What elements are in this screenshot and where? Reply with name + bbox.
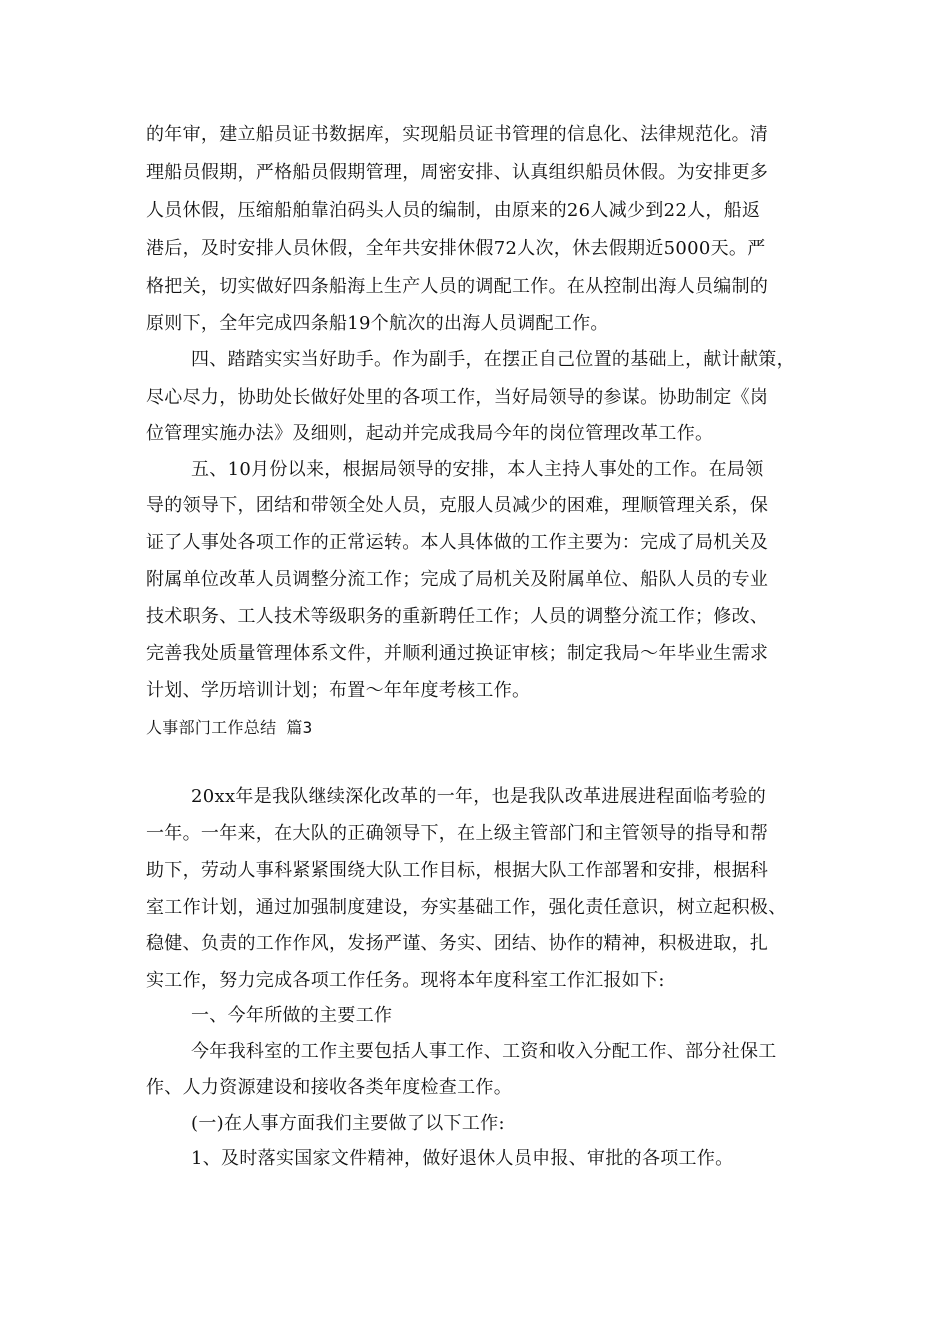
- paragraph-line: 港后，及时安排人员休假，全年共安排休假72人次，休去假期近5000天。严: [146, 238, 766, 259]
- paragraph-line: 证了人事处各项工作的正常运转。本人具体做的工作主要为：完成了局机关及: [146, 532, 769, 553]
- paragraph-line: 理船员假期，严格船员假期管理，周密安排、认真组织船员休假。为安排更多: [146, 162, 769, 183]
- paragraph-line: 人员休假，压缩船舶靠泊码头人员的编制，由原来的26人减少到22人，船返: [146, 200, 761, 221]
- paragraph-line: 导的领导下，团结和带领全处人员，克服人员减少的困难，理顺管理关系，保: [146, 495, 769, 516]
- paragraph-line: 格把关，切实做好四条船海上生产人员的调配工作。在从控制出海人员编制的: [146, 276, 769, 297]
- paragraph-line: 室工作计划，通过加强制度建设，夯实基础工作，强化责任意识，树立起积极、: [146, 897, 787, 918]
- paragraph-line: 五、10月份以来，根据局领导的安排，本人主持人事处的工作。在局领: [191, 459, 764, 480]
- paragraph-line: 完善我处质量管理体系文件，并顺利通过换证审核；制定我局～年毕业生需求: [146, 643, 769, 664]
- paragraph-line: 稳健、负责的工作作风，发扬严谨、务实、团结、协作的精神，积极进取，扎: [146, 933, 769, 954]
- paragraph-line: 今年我科室的工作主要包括人事工作、工资和收入分配工作、部分社保工: [191, 1041, 777, 1062]
- paragraph-line: 作、人力资源建设和接收各类年度检查工作。: [146, 1077, 512, 1098]
- paragraph-line: 助下，劳动人事科紧紧围绕大队工作目标，根据大队工作部署和安排，根据科: [146, 860, 769, 881]
- paragraph-line: 原则下，全年完成四条船19个航次的出海人员调配工作。: [146, 313, 609, 334]
- paragraph-line: 技术职务、工人技术等级职务的重新聘任工作；人员的调整分流工作；修改、: [146, 606, 769, 627]
- paragraph-line: 附属单位改革人员调整分流工作；完成了局机关及附属单位、船队人员的专业: [146, 569, 769, 590]
- subheading-line: 一、今年所做的主要工作: [191, 1005, 393, 1026]
- paragraph-line: 尽心尽力，协助处长做好处里的各项工作，当好局领导的参谋。协助制定《岗: [146, 387, 769, 408]
- paragraph-line: 20xx年是我队继续深化改革的一年，也是我队改革进展进程面临考验的: [191, 786, 767, 807]
- section-heading: 人事部门工作总结 篇3: [146, 718, 313, 737]
- paragraph-line: 计划、学历培训计划；布置～年年度考核工作。: [146, 680, 531, 701]
- paragraph-line: 实工作，努力完成各项工作任务。现将本年度科室工作汇报如下:: [146, 970, 665, 991]
- paragraph-line: 1、及时落实国家文件精神，做好退休人员申报、审批的各项工作。: [191, 1148, 734, 1169]
- paragraph-line: 的年审，建立船员证书数据库，实现船员证书管理的信息化、法律规范化。清: [146, 124, 769, 145]
- paragraph-line: (一)在人事方面我们主要做了以下工作:: [191, 1113, 505, 1134]
- paragraph-line: 四、踏踏实实当好助手。作为副手，在摆正自己位置的基础上，献计献策，: [191, 349, 795, 370]
- paragraph-line: 位管理实施办法》及细则，起动并完成我局今年的岗位管理改革工作。: [146, 423, 714, 444]
- paragraph-line: 一年。一年来，在大队的正确领导下，在上级主管部门和主管领导的指导和帮: [146, 823, 769, 844]
